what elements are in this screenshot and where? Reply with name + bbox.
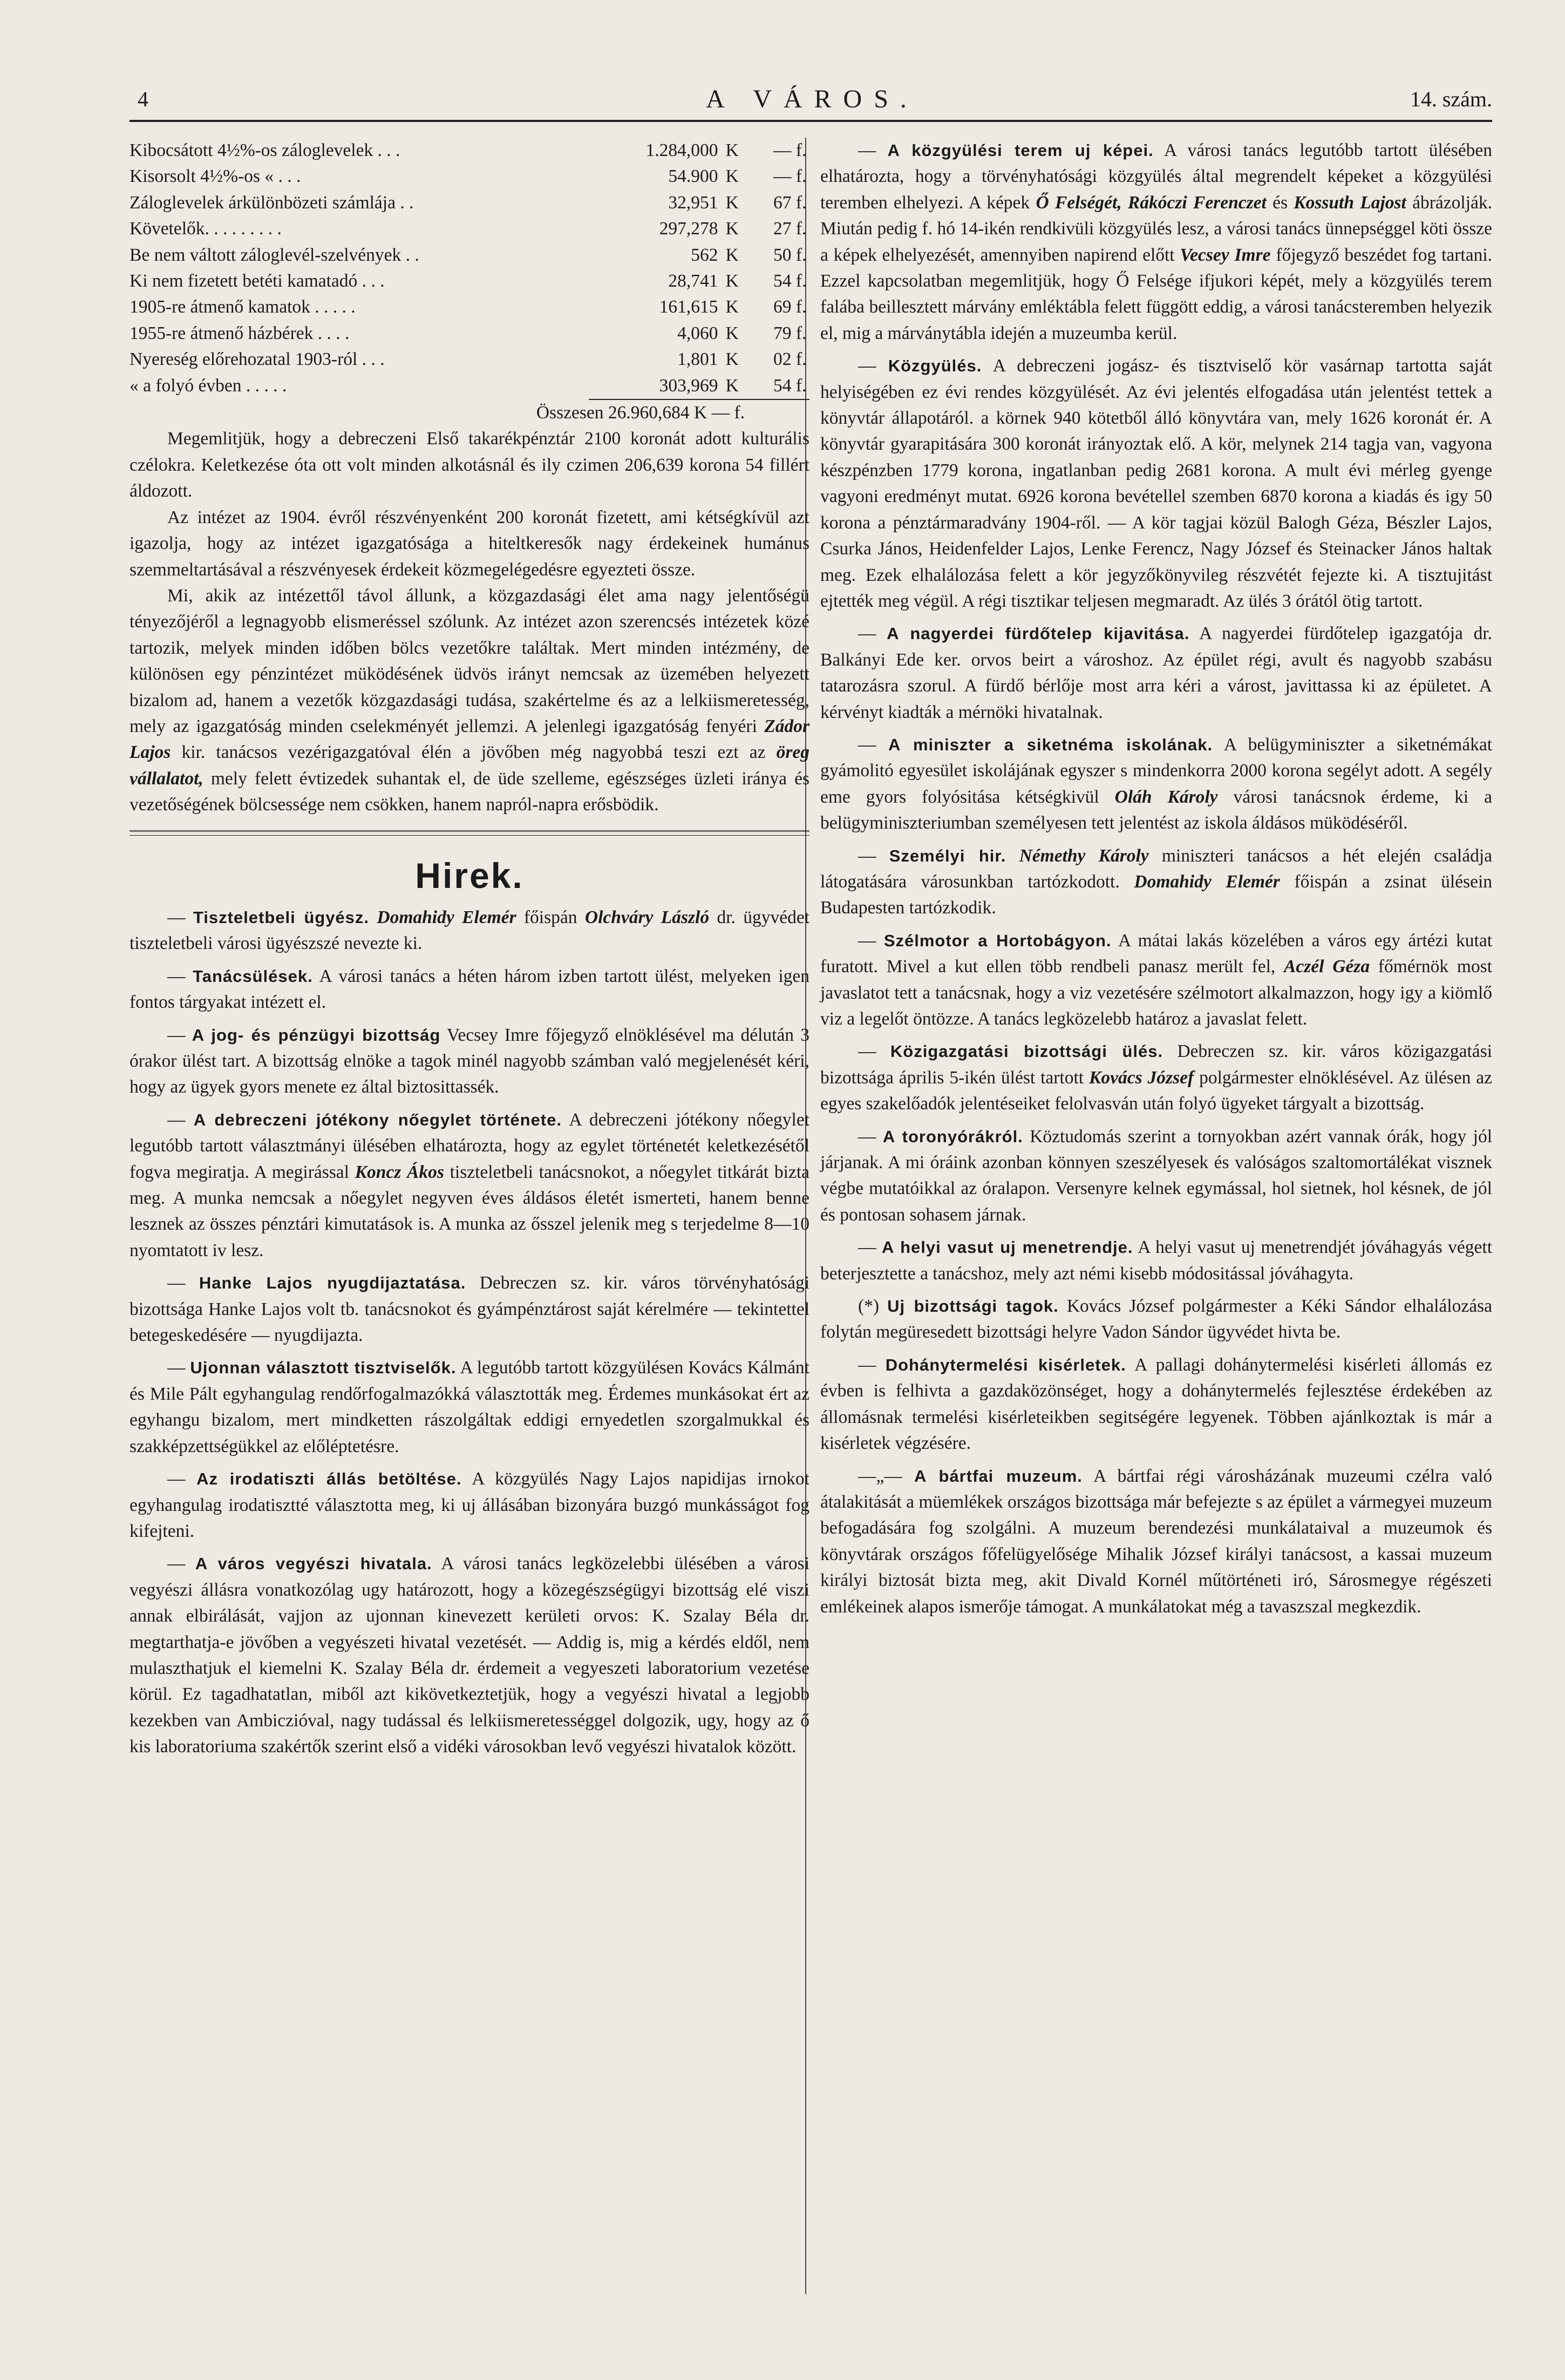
news-item: — Közigazgatási bizottsági ülés. Debreczen sz. kir. város közigazgatási bizottsága április 5-ikén ülést tartott Kovács József polgármester elnöklésével. Az ülésen az egyes szakelőadók jelentéseiket felolvasván után folyó ügyeket tárgyalt a bizottság.: [820, 1041, 1493, 1114]
section-title-hirek: Hirek.: [415, 855, 524, 896]
ledger-unit: K: [725, 140, 739, 160]
emphasis: öreg vállalatot,: [130, 742, 809, 789]
news-item: — Közgyülés. A debreczeni jogász- és tisztviselő kör vasárnap tartotta saját helyiségében ez évi rendes közgyülését. Az évi jelentés elfogadása után jelentést tettek a könyvtár állapotáról. a körnek 940 kötetből álló könyvtára van, mely 1626 koronát ér. A könyvtár gyarapitására 300 koronát irányoztak elő. A kör, melynek 214 tagja van, vagyona készpénzben 1779 korona, ingatlanban pedig 2681 korona. A mult évi mérleg gyenge vagyoni eredményt mutat. 6926 korona bevétellel szemben 6870 korona a kiadás és igy 50 korona a pénztármaradvány 1904-ről. — A kör tagjai közül Balogh Géza, Bészler Lajos, Csurka János, Heidenfelder Lajos, Lenke Ferencz, Nagy József és Steinacker János haltak meg. Ezek elhalálozása felett a kör jegyzőkönyvileg részvétét fejezte ki. A tisztujitást ejtették meg végül. A régi tisztikar teljesen megmaradt. Az ülés 3 órától ötig tartott.: [820, 356, 1492, 611]
ledger-label: Kisorsolt 4½%-os « . . .: [130, 166, 301, 187]
ledger-label: Nyereség előrehozatal 1903-ról . . .: [130, 349, 385, 370]
ledger-row: [130, 268, 809, 294]
news-item: — A toronyórákról. Köztudomás szerint a tornyokban azért vannak órák, hogy jól járjanak. A mi óráink azonban könnyen szeszélyesek és valóságos szaltomortálékat visznek végbe mutatóikkal az óralapon. Versenyre kelnek egymással, hol sietnek, hol késnek, de jól és pontosan sohasem járnak.: [820, 1126, 1493, 1225]
ledger-amount: 297,278: [659, 219, 718, 239]
ledger-label: 1905-re átmenő kamatok . . . . .: [130, 297, 356, 317]
ledger-cents: 50 f.: [773, 245, 807, 265]
ledger-cents: 54 f.: [773, 373, 809, 399]
ledger-amount: 161,615: [659, 297, 718, 317]
news-item: — Tanácsülések. A városi tanács a héten három izben tartott ülést, melyeken igen fontos tárgyakat intézett el.: [130, 966, 810, 1013]
news-item: — Tiszteletbeli ügyész. Domahidy Elemér főispán Olchváry László dr. ügyvédet tiszteletbeli városi ügyészszé nevezte ki.: [130, 907, 810, 954]
ledger-cents: — f.: [773, 166, 807, 187]
news-item: — A közgyülési terem uj képei. A városi tanács legutóbb tartott ülésében elhatározta, hogy a törvényhatósági közgyülés által megrendelt képeket a közgyülési teremben elhelyezi. A képek Ő Felségét, Rákóczi Ferenczet és Kossuth Lajost ábrázolják. Miután pedig f. hó 14-ikén rendkivüli közgyülés lesz, a városi tanács ünnepséggel köti össze a képek elhelyezését, amennyiben napirend előtt Vecsey Imre főjegyző beszédet fog tartani. Ezzel kapcsolatban megemlitjük, hogy Ő Felsége ifjukori képét, mely a közgyülés terem falába beillesztett márvány emléktábla felett függött eddig, a városi tanácsteremben helyezik el, mig a márványtábla idején a muzeumba kerül.: [820, 140, 1493, 343]
ledger-unit: K: [725, 219, 739, 239]
news-item: — A miniszter a siketnéma iskolának. A belügyminiszter a siketnémákat gyámolitó egyesület iskolájának egyszer s mindenkorra 2000 korona segélyt adott. A segély eme gyors folyósitása kétségkivül Oláh Károly városi tanácsnok érdeme, ki a belügyminiszteriumban személyesen tett jelentést az iskola áldásos müködéséről.: [820, 734, 1493, 833]
ledger-cents: 27 f.: [773, 219, 807, 239]
ledger-total: [130, 400, 809, 426]
news-item: — Hanke Lajos nyugdijaztatása. Debreczen sz. kir. város törvényhatósági bizottsága Hanke Lajos volt tb. tanácsnokot és gyámpénztárost saját kérelmére — tekintettel betegeskedésére — nyugdijazta.: [130, 1273, 810, 1346]
ledger-amount: 1,801: [677, 349, 718, 370]
news-item: (*) Uj bizottsági tagok. Kovács József polgármester a Kéki Sándor elhalálozása folytán megüresedett bizottsági helyre Vadon Sándor ügyvédet hivta be.: [820, 1296, 1493, 1342]
right-column: [812, 138, 1492, 1620]
ledger-unit: K: [725, 192, 739, 213]
ledger-row: [130, 138, 809, 164]
ledger-amount: 54.900: [668, 166, 718, 187]
ledger-label: « a folyó évben . . . . .: [130, 376, 287, 396]
article-paragraph: Az intézet az 1904. évről részvényenként 200 koronát fizetett, ami kétségkívül azt igazolja, hogy az intézet igazgatósága a hiteltkeresők nagy érdekeinek humánus szemmeltartásával a részvényesek érdekeit közmegelégedésre egyezteti össze.: [130, 507, 809, 580]
ledger-row: [130, 242, 809, 268]
left-column: [130, 138, 809, 1760]
ledger-amount: 1.284,000: [645, 140, 718, 160]
ledger-cents: 54 f.: [773, 271, 807, 291]
news-item: — Az irodatiszti állás betöltése. A közgyülés Nagy Lajos napidijas irnokot egyhangulag irodatisztté választotta meg, ki uj állásában bizonyára buzgó munkásságot fog kifejteni.: [130, 1469, 809, 1541]
ledger-label: 1955-re átmenő házbérek . . . .: [130, 323, 350, 343]
ledger-cents: 02 f.: [773, 349, 807, 370]
ledger-table: [130, 138, 809, 400]
ledger-unit: K: [718, 373, 774, 399]
ledger-row: [130, 164, 809, 189]
total-value: 26.960,684 K — f.: [608, 403, 745, 423]
ledger-label: Záloglevelek árkülönbözeti számlája . .: [130, 192, 414, 213]
ledger-row: [130, 190, 809, 216]
news-item: — Szélmotor a Hortobágyon. A mátai lakás közelében a város egy ártézi kutat furatott. Mivel a kut ellen több rendbeli panasz merült fel, Aczél Géza főmérnök most javaslatot tett a tanácsnak, hogy a viz vezetésére szélmotort alkalmazzon, hogy igy a kiömlő viz a legelőt öntözze. A tanács legközelebb határoz a javaslat felett.: [820, 930, 1493, 1029]
ledger-unit: K: [725, 271, 739, 291]
ledger-cents: 67 f.: [773, 192, 807, 213]
page-number: 4: [138, 87, 148, 111]
ledger-row: [130, 321, 809, 347]
ledger-row: [130, 216, 809, 242]
ledger-amount: 562: [691, 245, 718, 265]
ledger-amount: 28,741: [668, 271, 718, 291]
ledger-cents: — f.: [773, 140, 807, 160]
news-item: — Személyi hir. Némethy Károly miniszteri tanácsos a hét elején családja látogatására városunkban tartózkodott. Domahidy Elemér főispán a zsinat ülésein Budapesten tartózkodik.: [820, 845, 1493, 918]
news-item: — A debreczeni jótékony nőegylet története. A debreczeni jótékony nőegylet legutóbb tartott választmányi ülésében elhatározta, hogy az egylet történetét keletkezésétől fogva megiratja. A megirással Koncz Ákos tiszteletbeli tanácsnokot, a nőegylet titkárát bizta meg. A munka nemcsak a nőegylet negyven éves áldásos életét ismerteti, hanem benne lesznek az összes pénztári kimutatások is. A munka az ősszel jelenik meg s terjedelme 8—10 nyomtatott iv lesz.: [130, 1109, 810, 1260]
ledger-cents: 69 f.: [773, 297, 807, 317]
total-label: Összesen: [536, 403, 604, 423]
person-name: Zádor Lajos: [130, 716, 809, 763]
ledger-unit: K: [725, 245, 739, 265]
ledger-unit: K: [725, 349, 739, 370]
article-paragraph: Megemlitjük, hogy a debreczeni Első takarékpénztár 2100 koronát adott kulturális czélokra. Keletkezése óta ott volt minden alkotásnál és ily czimen 206,639 korona 54 fillért áldozott.: [130, 429, 809, 501]
ledger-unit: K: [725, 297, 739, 317]
ledger-label: Kibocsátott 4½%-os záloglevelek . . .: [130, 140, 400, 160]
ledger-unit: K: [725, 323, 739, 343]
ledger-label: Ki nem fizetett betéti kamatadó . . .: [130, 271, 385, 291]
header-rule: [130, 120, 1492, 122]
news-item: — A helyi vasut uj menetrendje. A helyi vasut uj menetrendjét jóváhagyás végett beterjesztette a tanácshoz, mely azt némi kisebb módositással jóváhagyta.: [820, 1237, 1493, 1284]
issue-number: 14. szám.: [1410, 87, 1492, 111]
news-item: —„— A bártfai muzeum. A bártfai régi városházának muzeumi czélra való átalakitását a müemlékek országos bizottsága már befejezte s az épület a vármegyei muzeum befogadására fog szolgálni. A muzeum berendezési munkálataival a muzeumok és könyvtárak országos főfelügyelősége Mihalik József királyi tanácsost, a kassai muzeum királyi biztosát bizta meg, akit Divald Kornél műtörténeti iró, Sárosmegye régészeti emlékeinek alapos ismerője támogat. A munkálatokat még a tavaszszal megkezdik.: [820, 1466, 1493, 1617]
ledger-amount: 303,969: [589, 373, 718, 399]
ledger-amount: 32,951: [668, 192, 718, 213]
ledger-cents: 79 f.: [773, 323, 807, 343]
newspaper-title: A VÁROS.: [706, 85, 918, 113]
ledger-row: [130, 294, 809, 320]
ledger-total-row: [130, 400, 809, 426]
news-item: — A nagyerdei fürdőtelep kijavitása. A nagyerdei fürdőtelep igazgatója dr. Balkányi Ede ker. orvos beirt a városhoz. Az épület régi, avult és nagyobb szabásu tatarozásra szorul. A fürdő bérlője most arra kéri a várost, javittassa ki az épületet. A kérvényt kiadták a mérnöki hivatalnak.: [820, 623, 1492, 722]
ledger-row: [130, 373, 809, 399]
ledger-unit: K: [725, 166, 739, 187]
ledger-label: Követelők. . . . . . . . .: [130, 219, 282, 239]
ledger-row: [130, 347, 809, 372]
page-header: [132, 81, 1492, 113]
article-paragraph: Mi, akik az intézettől távol állunk, a közgazdasági élet ama nagy jelentőségü tényezőjéről a legnagyobb elismeréssel szólunk. Az intézet azon szerencsés intézetek közé tartozik, melyek minden időben bölcs vezetőkre találtak. Mert minden intézmény, de különösen egy pénzintézet müködésének üdvös irányt nemcsak az üzemében helyezett bizalom ad, hanem a vezetők közgazdasági tudása, szakértelme és az a lelkiismeretesség, mely az igazgatóság minden cselekményét jellemzi. A jelenlegi igazgatóság fenyéri Zádor Lajos kir. tanácsos vezérigazgatóval élén a jövőben még nagyobbá teszi ezt az öreg vállalatot, mely felett évtizedek suhantak el, de üde szelleme, egészséges üzleti iránya és vezetőségének bölcsessége nem csökken, hanem napról-napra erősbödik.: [130, 585, 809, 815]
ledger-amount: 4,060: [677, 323, 718, 343]
news-item: — A jog- és pénzügyi bizottság Vecsey Imre főjegyző elnöklésével ma délután 3 órakor ülést tart. A bizottság elnöke a tagok minél nagyobb számban való megjelenését kéri, hogy az ügyek gyors menete ez által biztosittassék.: [130, 1025, 809, 1097]
section-divider: [130, 830, 809, 836]
ledger-label: Be nem váltott záloglevél-szelvények . .: [130, 245, 419, 265]
news-item: — A város vegyészi hivatala. A városi tanács legközelebbi ülésében a városi vegyészi állásra vonatkozólag ugy határozott, hogy a közegészségügyi bizottság elé viszi annak elbirálását, vajjon az ujonnan kinevezett kerületi orvos: K. Szalay Béla dr. megtarthatja-e jövőben a vegyészeti hivatal vezetését. — Addig is, mig a kérdés eldől, nem mulaszthatjuk el kiemelni K. Szalay Béla dr. érdemeit a vegyeszeti laboratorium vezetése körül. Ez tagadhatatlan, miből azt kikövetkeztetjük, hogy a vegyészi hivatal a legjobb kezekben van Ambiczióval, nagy tudással és lelkiismeretességgel dolgozik, ugy, hogy az ő kis laboratoriuma szakértők szerint első a vidéki városokban levő vegyészi hivatalok között.: [130, 1554, 810, 1757]
news-item: — Ujonnan választott tisztviselők. A legutóbb tartott közgyülésen Kovács Kálmánt és Mile Pált egyhangulag rendőrfogalmazókká választották meg. Érdemes munkásokat ért az egyhangu bizalom, mert mindketten rászolgáltak eddigi ernyedetlen szorgalmukkal és szakképzettségükkel az előléptetésre.: [130, 1358, 809, 1456]
news-item: — Dohánytermelési kisérletek. A pallagi dohánytermelési kisérleti állomás ez évben is felhivta a gazdaközönséget, hogy a dohánytermelés fejlesztése érdekében az állomásnak termelési kisérleteikben segitségére legyenek. Többen ajánlkoztak is már a kisérletek végzésére.: [820, 1354, 1493, 1454]
